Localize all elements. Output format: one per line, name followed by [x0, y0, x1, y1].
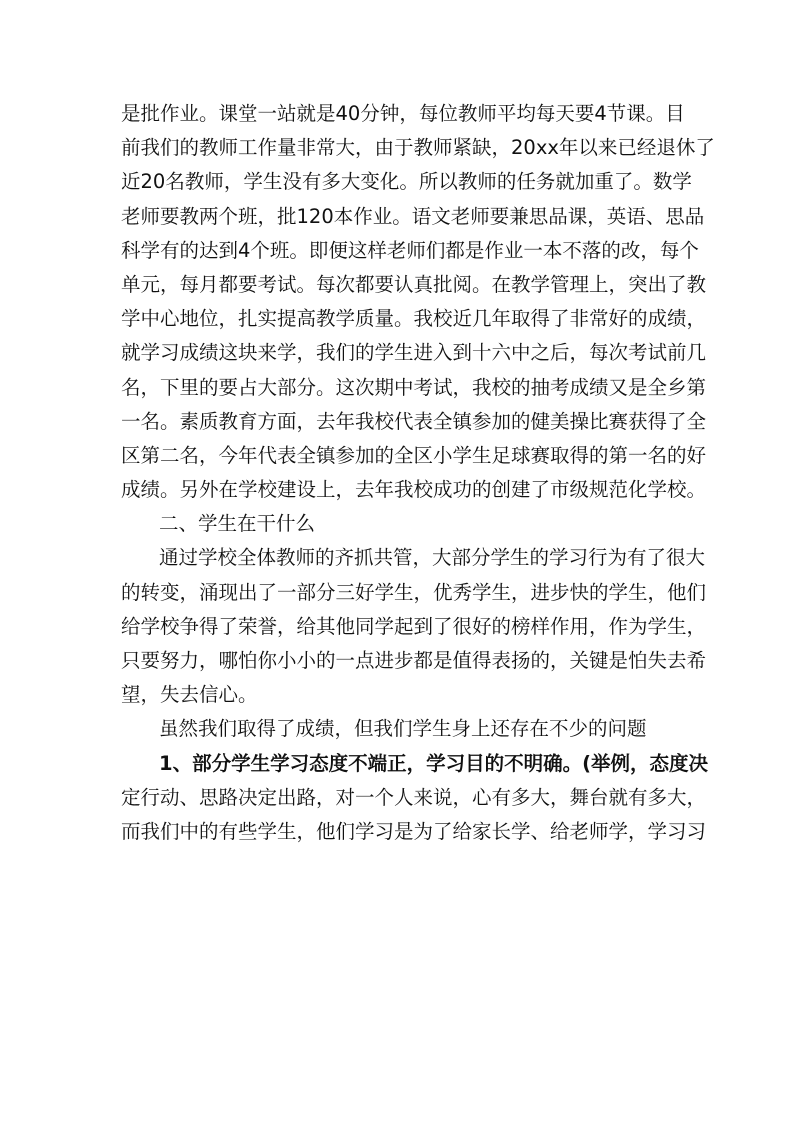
paragraph-line: 而我们中的有些学生，他们学习是为了给家长学、给老师学，学习习: [121, 819, 707, 843]
paragraph-line: 成绩。另外在学校建设上，去年我校成功的创建了市级规范化学校。: [121, 478, 707, 502]
paragraph-line: 给学校争得了荣誉，给其他同学起到了很好的榜样作用，作为学生，: [121, 614, 707, 638]
paragraph-line: 虽然我们取得了成绩，但我们学生身上还存在不少的问题: [159, 717, 647, 741]
paragraph-line: 名，下里的要占大部分。这次期中考试，我校的抽考成绩又是全乡第: [121, 375, 707, 399]
paragraph-line: 区第二名，今年代表全镇参加的全区小学生足球赛取得的第一名的好: [121, 443, 707, 467]
paragraph-line: 老师要教两个班，批120本作业。语文老师要兼思品课，英语、思品: [121, 204, 705, 228]
paragraph-line: 通过学校全体教师的齐抓共管，大部分学生的学习行为有了很大: [159, 546, 706, 570]
paragraph-line: 是批作业。课堂一站就是40分钟，每位教师平均每天要4节课。目: [121, 102, 685, 125]
paragraph-line: 学中心地位，扎实提高教学质量。我校近几年取得了非常好的成绩，: [121, 307, 707, 331]
paragraph-line: 近20名教师，学生没有多大变化。所以教师的任务就加重了。数学: [121, 170, 692, 194]
paragraph-line: 科学有的达到4个班。即便这样老师们都是作业一本不落的改，每个: [121, 238, 699, 262]
paragraph-line: 的转变，涌现出了一部分三好学生，优秀学生，进步快的学生，他们: [121, 580, 707, 604]
paragraph-line: 一名。素质教育方面，去年我校代表全镇参加的健美操比赛获得了全: [121, 409, 707, 433]
paragraph-line: 望，失去信心。: [121, 683, 258, 707]
paragraph-line: 定行动、思路决定出路，对一个人来说，心有多大，舞台就有多大，: [121, 785, 707, 809]
paragraph-line: 单元，每月都要考试。每次都要认真批阅。在教学管理上，突出了教: [121, 272, 707, 296]
paragraph-line: 就学习成绩这块来学，我们的学生进入到十六中之后，每次考试前几: [121, 341, 707, 365]
paragraph-line: 只要努力，哪怕你小小的一点进步都是值得表扬的，关键是怕失去希: [121, 649, 707, 672]
section-heading: 二、学生在干什么: [159, 512, 316, 536]
paragraph-line: 前我们的教师工作量非常大，由于教师紧缺，20xx年以来已经退休了: [121, 136, 715, 160]
numbered-item-line: 1、部分学生学习态度不端正，学习目的不明确。(举例，态度决: [159, 751, 708, 775]
